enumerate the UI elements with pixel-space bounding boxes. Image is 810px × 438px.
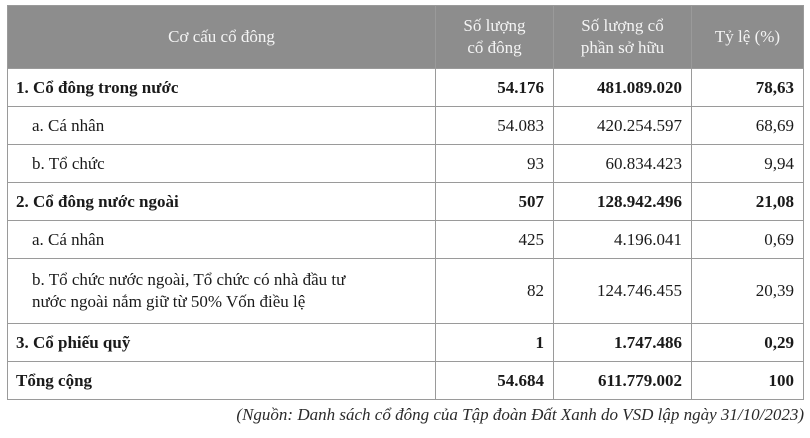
row-label-line: a. Cá nhân [32,115,105,135]
row-label-line: Tổng cộng [16,370,93,390]
column-header-structure [8,6,436,69]
cell-shareholder-count: 82 [436,259,554,324]
row-label-line: b. Tổ chức [32,153,105,173]
cell-ratio: 78,63 [692,69,804,107]
column-header-shareholder-count [436,6,554,69]
row-label-line: a. Cá nhân [32,229,105,249]
row-label [8,324,436,362]
table-row-domestic-shareholders [8,69,804,107]
cell-shares-owned: 481.089.020 [554,69,692,107]
table-header [8,6,804,69]
row-label-line: nước ngoài nắm giữ từ 50% Vốn điều lệ [32,292,306,311]
cell-shares-owned: 4.196.041 [554,221,692,259]
cell-shares-owned: 128.942.496 [554,183,692,221]
row-label [8,107,436,145]
row-label [8,183,436,221]
table-row-foreign-organizations [8,259,804,324]
row-label [8,259,436,324]
cell-shares-owned: 611.779.002 [554,362,692,400]
cell-ratio: 21,08 [692,183,804,221]
row-label [8,362,436,400]
table-row-domestic-organizations [8,145,804,183]
column-header-ratio [692,6,804,69]
cell-ratio: 9,94 [692,145,804,183]
column-header-line: Số lượng [463,16,526,35]
row-label-line: 3. Cổ phiếu quỹ [16,332,131,352]
row-label [8,221,436,259]
cell-ratio: 0,29 [692,324,804,362]
cell-shareholder-count: 425 [436,221,554,259]
cell-shares-owned: 60.834.423 [554,145,692,183]
table-body [8,69,804,400]
column-header-line: Số lượng cổ [581,16,664,35]
cell-shareholder-count: 1 [436,324,554,362]
cell-shareholder-count: 54.083 [436,107,554,145]
shareholder-structure-table [7,5,804,400]
table-row-total [8,362,804,400]
column-header-line: phần sở hữu [580,38,665,57]
cell-ratio: 20,39 [692,259,804,324]
table-row-foreign-individuals [8,221,804,259]
cell-shares-owned: 124.746.455 [554,259,692,324]
shareholder-structure-table-container [7,5,803,400]
source-note: (Nguồn: Danh sách cổ đông của Tập đoàn Đất Xanh do VSD lập ngày 31/10/2023) [236,405,804,424]
table-row-treasury-shares [8,324,804,362]
row-label-line: 1. Cổ đông trong nước [16,77,179,97]
cell-ratio: 100 [692,362,804,400]
row-label-line: b. Tổ chức nước ngoài, Tổ chức có nhà đầu tư [32,270,346,289]
header-row [8,6,804,69]
column-header-shares-owned [554,6,692,69]
cell-ratio: 68,69 [692,107,804,145]
cell-shareholder-count: 54.684 [436,362,554,400]
table-row-domestic-individuals [8,107,804,145]
row-label-line: 2. Cổ đông nước ngoài [16,191,179,211]
column-header-line: Tỷ lệ (%) [714,27,781,46]
cell-shareholder-count: 54.176 [436,69,554,107]
cell-ratio: 0,69 [692,221,804,259]
row-label [8,145,436,183]
column-header-line: cổ đông [467,38,522,57]
column-header-line: Cơ cấu cổ đông [168,27,275,46]
cell-shareholder-count: 507 [436,183,554,221]
table-row-foreign-shareholders [8,183,804,221]
cell-shares-owned: 1.747.486 [554,324,692,362]
cell-shares-owned: 420.254.597 [554,107,692,145]
cell-shareholder-count: 93 [436,145,554,183]
row-label [8,69,436,107]
